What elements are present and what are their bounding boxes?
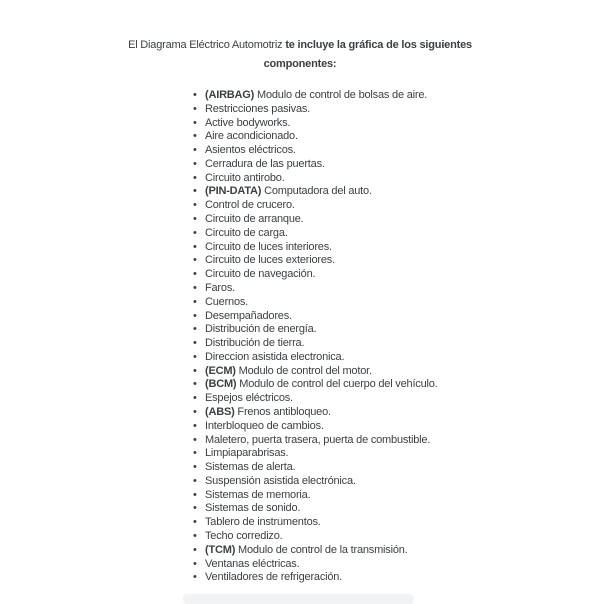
bullet-icon: •: [193, 433, 197, 446]
list-item-text: Computadora del auto.: [264, 185, 372, 198]
bullet-icon: •: [193, 116, 197, 129]
list-item: [193, 295, 438, 310]
list-item-text: Tablero de instrumentos.: [205, 516, 321, 529]
bullet-icon: •: [193, 364, 197, 377]
list-item-bold-label: (ECM): [205, 364, 236, 377]
list-item: [193, 419, 438, 434]
list-item-bold-label: (AIRBAG): [205, 89, 255, 101]
component-list: [193, 89, 438, 585]
page-title: [100, 36, 500, 74]
list-item: [193, 213, 438, 227]
list-item: [193, 557, 438, 572]
list-item-text: Asientos eléctricos.: [205, 144, 296, 157]
list-item-text: Ventiladores de refrigeración.: [205, 571, 343, 584]
list-item-text: Desempañadores.: [205, 309, 292, 322]
list-item: [193, 488, 438, 503]
list-item-text: Maletero, puerta trasera, puerta de combustible.: [205, 433, 431, 446]
list-item: [193, 571, 438, 585]
list-item-text: Circuito antirobo.: [205, 171, 285, 184]
list-item-text: Espejos eléctricos.: [205, 392, 293, 405]
list-item: [193, 364, 438, 379]
list-item: [193, 199, 438, 213]
bullet-icon: •: [193, 543, 197, 556]
bullet-icon: •: [193, 378, 197, 391]
list-item-text: Limpiaparabrisas.: [205, 447, 289, 460]
list-item: [193, 226, 438, 241]
list-item-text: Modulo de control del motor.: [238, 364, 372, 377]
list-item-text: Suspensión asistida electrónica.: [205, 474, 356, 487]
list-item: [193, 392, 438, 406]
bullet-icon: •: [193, 144, 197, 157]
list-item: [193, 102, 438, 117]
bullet-icon: •: [193, 102, 197, 115]
page-title-normal-text: El Diagrama Eléctrico Automotriz: [128, 39, 283, 51]
list-item-text: Circuito de luces exteriores.: [205, 254, 335, 267]
bullet-icon: •: [193, 337, 197, 350]
list-item: [193, 157, 438, 172]
list-item-text: Distribución de tierra.: [205, 337, 305, 350]
list-item-text: Circuito de navegación.: [205, 268, 316, 281]
bullet-icon: •: [193, 199, 197, 212]
bullet-icon: •: [193, 461, 197, 474]
list-item-bold-label: (TCM): [205, 543, 236, 556]
list-item: [193, 405, 438, 420]
list-item: [193, 89, 438, 103]
list-item-text: Circuito de carga.: [205, 226, 288, 239]
list-item-text: Cuernos.: [205, 295, 249, 308]
list-item: [193, 502, 438, 516]
bullet-icon: •: [193, 502, 197, 515]
list-item-text: Sistemas de sonido.: [205, 502, 301, 515]
list-item-text: Restricciones pasivas.: [205, 102, 311, 115]
list-item: [193, 171, 438, 186]
bullet-icon: •: [193, 516, 197, 529]
list-item: [193, 281, 438, 296]
list-item-text: Circuito de arranque.: [205, 213, 304, 226]
list-item: [193, 185, 438, 199]
bullet-icon: •: [193, 268, 197, 281]
list-item: [193, 516, 438, 530]
bullet-icon: •: [193, 281, 197, 294]
list-item-text: Faros.: [205, 281, 235, 294]
bullet-icon: •: [193, 405, 197, 418]
list-item: [193, 461, 438, 475]
bullet-icon: •: [193, 226, 197, 239]
list-item-text: Interbloqueo de cambios.: [205, 419, 324, 432]
list-item-text: Frenos antibloqueo.: [237, 405, 331, 418]
list-item: [193, 350, 438, 365]
list-item: [193, 323, 438, 337]
list-item-bold-label: (ABS): [205, 405, 235, 418]
list-item-text: Techo corredizo.: [205, 530, 283, 542]
bullet-icon: •: [193, 447, 197, 460]
list-item-text: Aire acondicionado.: [205, 130, 298, 143]
bullet-icon: •: [193, 130, 197, 143]
list-item: [193, 378, 438, 392]
bullet-icon: •: [193, 530, 197, 542]
list-item: [193, 337, 438, 351]
list-item: [193, 474, 438, 489]
list-item-text: Direccion asistida electronica.: [205, 350, 345, 363]
list-item-text: Ventanas eléctricas.: [205, 557, 300, 570]
list-item: [193, 268, 438, 282]
bullet-icon: •: [193, 419, 197, 432]
list-item-text: Distribución de energía.: [205, 323, 317, 336]
list-item-text: Modulo de control del cuerpo del vehículo.: [239, 378, 438, 391]
bullet-icon: •: [193, 392, 197, 405]
bullet-icon: •: [193, 185, 197, 198]
list-item: [193, 530, 438, 544]
list-item: [193, 433, 438, 448]
page-title-bold-text: te incluye la gráfica de los siguientes componentes:: [263, 39, 472, 70]
bullet-icon: •: [193, 488, 197, 501]
list-item-text: Modulo de control de bolsas de aire.: [256, 89, 428, 101]
list-item-text: Circuito de luces interiores.: [205, 240, 332, 253]
list-item-text: Modulo de control de la transmisión.: [238, 543, 408, 556]
list-item: [193, 130, 438, 144]
bullet-icon: •: [193, 350, 197, 363]
bullet-icon: •: [193, 557, 197, 570]
list-item-bold-label: (BCM): [205, 378, 237, 391]
bullet-icon: •: [193, 571, 197, 584]
bullet-icon: •: [193, 323, 197, 336]
list-item-bold-label: (PIN-DATA): [205, 185, 262, 198]
list-item: [193, 240, 438, 255]
list-item-text: Control de crucero.: [205, 199, 295, 212]
list-item-text: Sistemas de memoria.: [205, 488, 311, 501]
bullet-icon: •: [193, 295, 197, 308]
bullet-icon: •: [193, 474, 197, 487]
bullet-icon: •: [193, 254, 197, 267]
list-item: [193, 116, 438, 131]
bullet-icon: •: [193, 240, 197, 253]
bullet-icon: •: [193, 89, 197, 101]
list-item-text: Cerradura de las puertas.: [205, 157, 325, 170]
list-item: [193, 144, 438, 158]
list-item-text: Active bodyworks.: [205, 116, 291, 129]
bullet-icon: •: [193, 171, 197, 184]
list-item: [193, 309, 438, 324]
bottom-cropped-block: [183, 594, 414, 604]
list-item: [193, 447, 438, 461]
list-item-text: Sistemas de alerta.: [205, 461, 296, 474]
list-item: [193, 254, 438, 268]
bullet-icon: •: [193, 157, 197, 170]
bullet-icon: •: [193, 213, 197, 226]
bullet-icon: •: [193, 309, 197, 322]
list-item: [193, 543, 438, 558]
